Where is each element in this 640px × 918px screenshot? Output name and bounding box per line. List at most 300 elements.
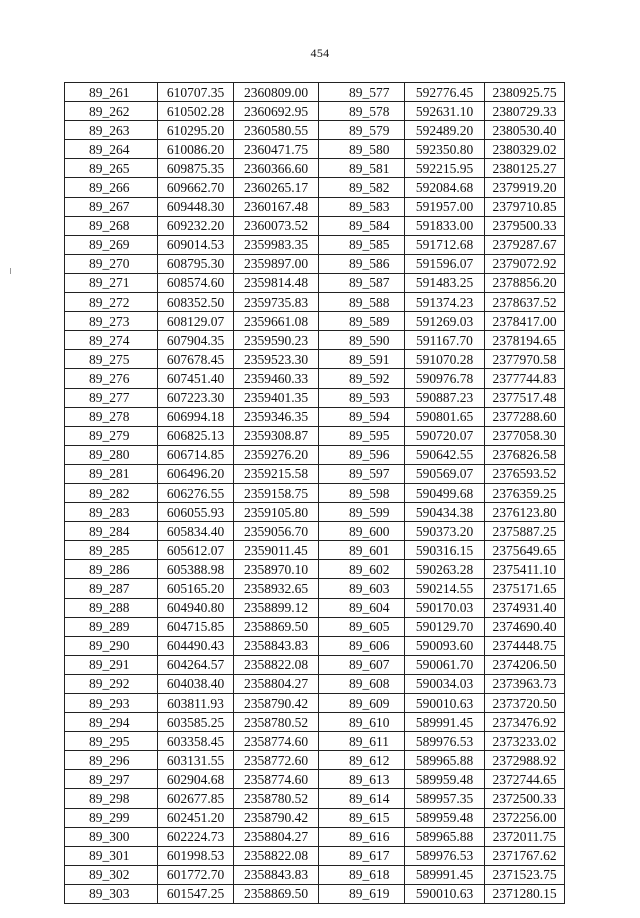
point-id-left: 89_263 <box>65 121 158 140</box>
x-coordinate-left: 604940.80 <box>158 598 234 617</box>
x-coordinate-right: 590034.03 <box>405 674 485 693</box>
table-row <box>65 541 565 560</box>
x-coordinate-right: 590316.15 <box>405 541 485 560</box>
x-coordinate-right: 592350.80 <box>405 140 485 159</box>
x-coordinate-left: 603811.93 <box>158 694 234 713</box>
x-coordinate-left: 610707.35 <box>158 83 234 102</box>
point-id-right: 89_608 <box>319 674 405 693</box>
table-row <box>65 83 565 102</box>
point-id-right: 89_607 <box>319 655 405 674</box>
table-row <box>65 598 565 617</box>
point-id-right: 89_590 <box>319 331 405 350</box>
y-coordinate-right: 2376826.58 <box>485 445 565 464</box>
point-id-right: 89_591 <box>319 350 405 369</box>
y-coordinate-left: 2359814.48 <box>234 273 319 292</box>
y-coordinate-right: 2377970.58 <box>485 350 565 369</box>
y-coordinate-right: 2378194.65 <box>485 331 565 350</box>
point-id-left: 89_303 <box>65 884 158 903</box>
x-coordinate-right: 590887.23 <box>405 388 485 407</box>
point-id-left: 89_265 <box>65 159 158 178</box>
x-coordinate-right: 589965.88 <box>405 827 485 846</box>
point-id-right: 89_594 <box>319 407 405 426</box>
y-coordinate-left: 2360580.55 <box>234 121 319 140</box>
y-coordinate-right: 2373233.02 <box>485 732 565 751</box>
point-id-left: 89_277 <box>65 388 158 407</box>
y-coordinate-left: 2359983.35 <box>234 235 319 254</box>
point-id-left: 89_285 <box>65 541 158 560</box>
x-coordinate-left: 609875.35 <box>158 159 234 178</box>
point-id-left: 89_272 <box>65 293 158 312</box>
table-row <box>65 350 565 369</box>
point-id-left: 89_271 <box>65 273 158 292</box>
point-id-left: 89_269 <box>65 235 158 254</box>
table-row <box>65 694 565 713</box>
x-coordinate-right: 592215.95 <box>405 159 485 178</box>
table-row <box>65 407 565 426</box>
point-id-left: 89_281 <box>65 464 158 483</box>
y-coordinate-right: 2375411.10 <box>485 560 565 579</box>
point-id-left: 89_302 <box>65 865 158 884</box>
y-coordinate-right: 2380925.75 <box>485 83 565 102</box>
table-row <box>65 102 565 121</box>
y-coordinate-right: 2376593.52 <box>485 464 565 483</box>
y-coordinate-left: 2360167.48 <box>234 197 319 216</box>
table-row <box>65 178 565 197</box>
y-coordinate-right: 2380530.40 <box>485 121 565 140</box>
x-coordinate-right: 591269.03 <box>405 312 485 331</box>
x-coordinate-left: 604715.85 <box>158 617 234 636</box>
x-coordinate-right: 589976.53 <box>405 732 485 751</box>
y-coordinate-right: 2377058.30 <box>485 426 565 445</box>
point-id-right: 89_598 <box>319 483 405 502</box>
x-coordinate-right: 592776.45 <box>405 83 485 102</box>
y-coordinate-right: 2374206.50 <box>485 655 565 674</box>
x-coordinate-right: 591596.07 <box>405 254 485 273</box>
point-id-left: 89_283 <box>65 503 158 522</box>
table-row <box>65 331 565 350</box>
x-coordinate-left: 602224.73 <box>158 827 234 846</box>
scan-mark <box>10 268 11 274</box>
y-coordinate-right: 2380329.02 <box>485 140 565 159</box>
point-id-right: 89_579 <box>319 121 405 140</box>
point-id-left: 89_268 <box>65 216 158 235</box>
y-coordinate-right: 2372256.00 <box>485 808 565 827</box>
point-id-right: 89_581 <box>319 159 405 178</box>
point-id-left: 89_296 <box>65 751 158 770</box>
y-coordinate-left: 2358869.50 <box>234 884 319 903</box>
x-coordinate-left: 604490.43 <box>158 636 234 655</box>
point-id-right: 89_605 <box>319 617 405 636</box>
y-coordinate-left: 2359460.33 <box>234 369 319 388</box>
x-coordinate-left: 603585.25 <box>158 713 234 732</box>
x-coordinate-right: 591070.28 <box>405 350 485 369</box>
point-id-left: 89_299 <box>65 808 158 827</box>
y-coordinate-left: 2358790.42 <box>234 694 319 713</box>
x-coordinate-left: 606276.55 <box>158 483 234 502</box>
table-row <box>65 503 565 522</box>
x-coordinate-right: 591957.00 <box>405 197 485 216</box>
x-coordinate-left: 605388.98 <box>158 560 234 579</box>
point-id-right: 89_600 <box>319 522 405 541</box>
point-id-right: 89_586 <box>319 254 405 273</box>
x-coordinate-right: 591374.23 <box>405 293 485 312</box>
y-coordinate-left: 2359215.58 <box>234 464 319 483</box>
x-coordinate-right: 590499.68 <box>405 483 485 502</box>
y-coordinate-left: 2359105.80 <box>234 503 319 522</box>
point-id-left: 89_287 <box>65 579 158 598</box>
table-row <box>65 254 565 273</box>
table-row <box>65 483 565 502</box>
y-coordinate-left: 2359590.23 <box>234 331 319 350</box>
point-id-right: 89_619 <box>319 884 405 903</box>
y-coordinate-right: 2376123.80 <box>485 503 565 522</box>
x-coordinate-left: 608574.60 <box>158 273 234 292</box>
x-coordinate-left: 602904.68 <box>158 770 234 789</box>
point-id-right: 89_604 <box>319 598 405 617</box>
y-coordinate-left: 2360265.17 <box>234 178 319 197</box>
point-id-left: 89_279 <box>65 426 158 445</box>
y-coordinate-right: 2374931.40 <box>485 598 565 617</box>
y-coordinate-right: 2378637.52 <box>485 293 565 312</box>
y-coordinate-right: 2375649.65 <box>485 541 565 560</box>
point-id-right: 89_585 <box>319 235 405 254</box>
x-coordinate-left: 605612.07 <box>158 541 234 560</box>
x-coordinate-left: 606055.93 <box>158 503 234 522</box>
point-id-left: 89_301 <box>65 846 158 865</box>
x-coordinate-right: 591833.00 <box>405 216 485 235</box>
point-id-right: 89_592 <box>319 369 405 388</box>
table-row <box>65 751 565 770</box>
x-coordinate-left: 606994.18 <box>158 407 234 426</box>
x-coordinate-right: 589991.45 <box>405 713 485 732</box>
x-coordinate-right: 590170.03 <box>405 598 485 617</box>
table-row <box>65 827 565 846</box>
point-id-right: 89_613 <box>319 770 405 789</box>
x-coordinate-left: 609662.70 <box>158 178 234 197</box>
point-id-right: 89_601 <box>319 541 405 560</box>
y-coordinate-left: 2358780.52 <box>234 789 319 808</box>
point-id-left: 89_262 <box>65 102 158 121</box>
point-id-right: 89_577 <box>319 83 405 102</box>
table-row <box>65 235 565 254</box>
x-coordinate-left: 607223.30 <box>158 388 234 407</box>
point-id-right: 89_597 <box>319 464 405 483</box>
y-coordinate-left: 2358843.83 <box>234 865 319 884</box>
x-coordinate-right: 592084.68 <box>405 178 485 197</box>
x-coordinate-left: 605834.40 <box>158 522 234 541</box>
y-coordinate-left: 2359276.20 <box>234 445 319 464</box>
table-row <box>65 121 565 140</box>
point-id-right: 89_614 <box>319 789 405 808</box>
y-coordinate-left: 2360471.75 <box>234 140 319 159</box>
point-id-right: 89_615 <box>319 808 405 827</box>
table-row <box>65 560 565 579</box>
y-coordinate-right: 2377517.48 <box>485 388 565 407</box>
x-coordinate-left: 603131.55 <box>158 751 234 770</box>
y-coordinate-right: 2377744.83 <box>485 369 565 388</box>
y-coordinate-left: 2358772.60 <box>234 751 319 770</box>
y-coordinate-right: 2374690.40 <box>485 617 565 636</box>
x-coordinate-left: 604038.40 <box>158 674 234 693</box>
table-row <box>65 808 565 827</box>
point-id-left: 89_270 <box>65 254 158 273</box>
y-coordinate-left: 2360809.00 <box>234 83 319 102</box>
point-id-left: 89_293 <box>65 694 158 713</box>
page-number: 454 <box>310 46 330 60</box>
point-id-right: 89_609 <box>319 694 405 713</box>
point-id-left: 89_266 <box>65 178 158 197</box>
y-coordinate-right: 2379710.85 <box>485 197 565 216</box>
point-id-right: 89_582 <box>319 178 405 197</box>
x-coordinate-right: 590976.78 <box>405 369 485 388</box>
table-row <box>65 273 565 292</box>
point-id-left: 89_284 <box>65 522 158 541</box>
x-coordinate-left: 610502.28 <box>158 102 234 121</box>
x-coordinate-right: 589976.53 <box>405 846 485 865</box>
point-id-left: 89_300 <box>65 827 158 846</box>
point-id-left: 89_290 <box>65 636 158 655</box>
y-coordinate-right: 2379919.20 <box>485 178 565 197</box>
y-coordinate-left: 2360692.95 <box>234 102 319 121</box>
x-coordinate-right: 590434.38 <box>405 503 485 522</box>
point-id-right: 89_584 <box>319 216 405 235</box>
y-coordinate-right: 2375171.65 <box>485 579 565 598</box>
y-coordinate-left: 2358804.27 <box>234 827 319 846</box>
point-id-right: 89_595 <box>319 426 405 445</box>
point-id-left: 89_298 <box>65 789 158 808</box>
x-coordinate-right: 590263.28 <box>405 560 485 579</box>
table-row <box>65 159 565 178</box>
y-coordinate-right: 2371280.15 <box>485 884 565 903</box>
table-row <box>65 369 565 388</box>
x-coordinate-left: 607678.45 <box>158 350 234 369</box>
y-coordinate-left: 2358970.10 <box>234 560 319 579</box>
point-id-left: 89_295 <box>65 732 158 751</box>
point-id-right: 89_588 <box>319 293 405 312</box>
y-coordinate-left: 2359735.83 <box>234 293 319 312</box>
point-id-right: 89_618 <box>319 865 405 884</box>
point-id-right: 89_602 <box>319 560 405 579</box>
x-coordinate-right: 590061.70 <box>405 655 485 674</box>
point-id-right: 89_578 <box>319 102 405 121</box>
x-coordinate-left: 609232.20 <box>158 216 234 235</box>
point-id-right: 89_583 <box>319 197 405 216</box>
x-coordinate-right: 591483.25 <box>405 273 485 292</box>
point-id-right: 89_593 <box>319 388 405 407</box>
table-row <box>65 426 565 445</box>
point-id-left: 89_282 <box>65 483 158 502</box>
y-coordinate-right: 2380125.27 <box>485 159 565 178</box>
table-row <box>65 388 565 407</box>
y-coordinate-right: 2375887.25 <box>485 522 565 541</box>
y-coordinate-left: 2360366.60 <box>234 159 319 178</box>
y-coordinate-left: 2359056.70 <box>234 522 319 541</box>
x-coordinate-left: 608129.07 <box>158 312 234 331</box>
table-row <box>65 865 565 884</box>
y-coordinate-right: 2371767.62 <box>485 846 565 865</box>
y-coordinate-left: 2359346.35 <box>234 407 319 426</box>
x-coordinate-right: 590010.63 <box>405 694 485 713</box>
point-id-right: 89_587 <box>319 273 405 292</box>
x-coordinate-left: 602451.20 <box>158 808 234 827</box>
x-coordinate-right: 590010.63 <box>405 884 485 903</box>
y-coordinate-left: 2358899.12 <box>234 598 319 617</box>
table-row <box>65 655 565 674</box>
table-row <box>65 617 565 636</box>
table-row <box>65 884 565 903</box>
y-coordinate-right: 2372744.65 <box>485 770 565 789</box>
y-coordinate-right: 2372988.92 <box>485 751 565 770</box>
table-row <box>65 197 565 216</box>
point-id-left: 89_289 <box>65 617 158 636</box>
point-id-right: 89_611 <box>319 732 405 751</box>
x-coordinate-left: 601547.25 <box>158 884 234 903</box>
y-coordinate-right: 2371523.75 <box>485 865 565 884</box>
point-id-left: 89_261 <box>65 83 158 102</box>
x-coordinate-left: 607904.35 <box>158 331 234 350</box>
y-coordinate-left: 2358932.65 <box>234 579 319 598</box>
x-coordinate-right: 591712.68 <box>405 235 485 254</box>
point-id-right: 89_606 <box>319 636 405 655</box>
point-id-left: 89_294 <box>65 713 158 732</box>
y-coordinate-right: 2376359.25 <box>485 483 565 502</box>
point-id-left: 89_275 <box>65 350 158 369</box>
x-coordinate-left: 605165.20 <box>158 579 234 598</box>
point-id-left: 89_292 <box>65 674 158 693</box>
point-id-left: 89_274 <box>65 331 158 350</box>
y-coordinate-right: 2373720.50 <box>485 694 565 713</box>
table-row <box>65 522 565 541</box>
x-coordinate-right: 592631.10 <box>405 102 485 121</box>
table-row <box>65 674 565 693</box>
y-coordinate-left: 2359401.35 <box>234 388 319 407</box>
x-coordinate-right: 591167.70 <box>405 331 485 350</box>
point-id-left: 89_280 <box>65 445 158 464</box>
table-row <box>65 312 565 331</box>
coordinate-table-body <box>65 83 565 904</box>
x-coordinate-right: 590129.70 <box>405 617 485 636</box>
y-coordinate-left: 2360073.52 <box>234 216 319 235</box>
point-id-left: 89_286 <box>65 560 158 579</box>
table-row <box>65 140 565 159</box>
y-coordinate-left: 2358774.60 <box>234 770 319 789</box>
table-row <box>65 216 565 235</box>
y-coordinate-left: 2358790.42 <box>234 808 319 827</box>
x-coordinate-left: 603358.45 <box>158 732 234 751</box>
point-id-right: 89_603 <box>319 579 405 598</box>
y-coordinate-right: 2378856.20 <box>485 273 565 292</box>
x-coordinate-left: 601998.53 <box>158 846 234 865</box>
point-id-left: 89_267 <box>65 197 158 216</box>
point-id-right: 89_610 <box>319 713 405 732</box>
x-coordinate-left: 604264.57 <box>158 655 234 674</box>
y-coordinate-right: 2373963.73 <box>485 674 565 693</box>
y-coordinate-left: 2359011.45 <box>234 541 319 560</box>
y-coordinate-right: 2379072.92 <box>485 254 565 273</box>
point-id-right: 89_580 <box>319 140 405 159</box>
y-coordinate-right: 2380729.33 <box>485 102 565 121</box>
y-coordinate-left: 2359158.75 <box>234 483 319 502</box>
y-coordinate-right: 2372011.75 <box>485 827 565 846</box>
x-coordinate-right: 592489.20 <box>405 121 485 140</box>
point-id-left: 89_288 <box>65 598 158 617</box>
point-id-left: 89_276 <box>65 369 158 388</box>
x-coordinate-right: 590720.07 <box>405 426 485 445</box>
point-id-left: 89_297 <box>65 770 158 789</box>
table-row <box>65 789 565 808</box>
table-row <box>65 732 565 751</box>
table-row <box>65 445 565 464</box>
y-coordinate-right: 2374448.75 <box>485 636 565 655</box>
table-row <box>65 293 565 312</box>
x-coordinate-left: 602677.85 <box>158 789 234 808</box>
x-coordinate-right: 589959.48 <box>405 770 485 789</box>
x-coordinate-left: 610086.20 <box>158 140 234 159</box>
point-id-left: 89_273 <box>65 312 158 331</box>
point-id-left: 89_291 <box>65 655 158 674</box>
y-coordinate-left: 2358804.27 <box>234 674 319 693</box>
table-row <box>65 579 565 598</box>
y-coordinate-left: 2359308.87 <box>234 426 319 445</box>
point-id-left: 89_264 <box>65 140 158 159</box>
point-id-left: 89_278 <box>65 407 158 426</box>
y-coordinate-right: 2377288.60 <box>485 407 565 426</box>
y-coordinate-left: 2358780.52 <box>234 713 319 732</box>
x-coordinate-right: 590569.07 <box>405 464 485 483</box>
table-row <box>65 636 565 655</box>
y-coordinate-left: 2359897.00 <box>234 254 319 273</box>
x-coordinate-left: 606714.85 <box>158 445 234 464</box>
x-coordinate-right: 590801.65 <box>405 407 485 426</box>
x-coordinate-right: 589957.35 <box>405 789 485 808</box>
x-coordinate-right: 590214.55 <box>405 579 485 598</box>
x-coordinate-right: 589991.45 <box>405 865 485 884</box>
coordinate-table <box>64 82 565 904</box>
x-coordinate-left: 609014.53 <box>158 235 234 254</box>
y-coordinate-left: 2359523.30 <box>234 350 319 369</box>
point-id-right: 89_596 <box>319 445 405 464</box>
y-coordinate-left: 2358774.60 <box>234 732 319 751</box>
y-coordinate-left: 2358822.08 <box>234 846 319 865</box>
y-coordinate-right: 2378417.00 <box>485 312 565 331</box>
point-id-right: 89_589 <box>319 312 405 331</box>
x-coordinate-left: 610295.20 <box>158 121 234 140</box>
x-coordinate-right: 589959.48 <box>405 808 485 827</box>
y-coordinate-left: 2358843.83 <box>234 636 319 655</box>
point-id-right: 89_612 <box>319 751 405 770</box>
table-row <box>65 713 565 732</box>
x-coordinate-right: 590642.55 <box>405 445 485 464</box>
y-coordinate-right: 2373476.92 <box>485 713 565 732</box>
x-coordinate-left: 606825.13 <box>158 426 234 445</box>
point-id-right: 89_617 <box>319 846 405 865</box>
x-coordinate-right: 589965.88 <box>405 751 485 770</box>
y-coordinate-right: 2379500.33 <box>485 216 565 235</box>
table-row <box>65 464 565 483</box>
y-coordinate-left: 2358869.50 <box>234 617 319 636</box>
table-row <box>65 770 565 789</box>
x-coordinate-right: 590093.60 <box>405 636 485 655</box>
x-coordinate-left: 606496.20 <box>158 464 234 483</box>
x-coordinate-left: 607451.40 <box>158 369 234 388</box>
x-coordinate-left: 608352.50 <box>158 293 234 312</box>
y-coordinate-left: 2359661.08 <box>234 312 319 331</box>
x-coordinate-left: 608795.30 <box>158 254 234 273</box>
x-coordinate-left: 609448.30 <box>158 197 234 216</box>
y-coordinate-left: 2358822.08 <box>234 655 319 674</box>
point-id-right: 89_599 <box>319 503 405 522</box>
x-coordinate-left: 601772.70 <box>158 865 234 884</box>
